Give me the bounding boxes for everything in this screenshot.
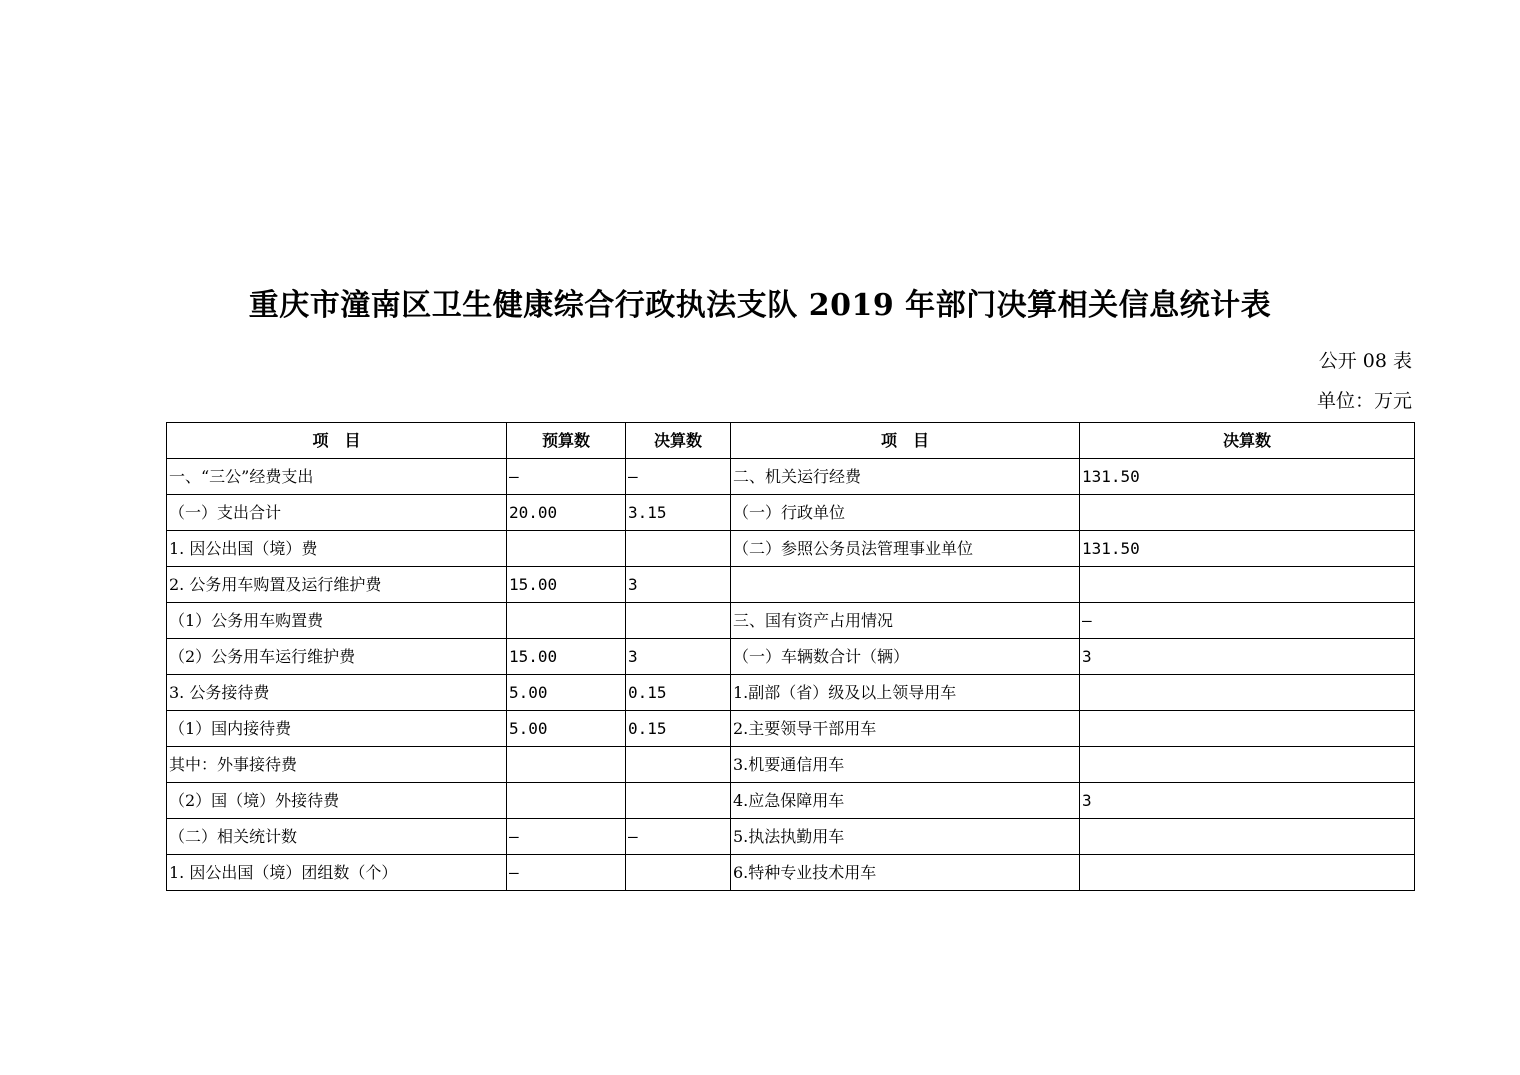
row-item: （1）公务用车购置费 [167,603,507,639]
row-final-right [1080,675,1415,711]
table-row [167,567,1415,603]
row-item: 其中：外事接待费 [167,747,507,783]
table-row [167,495,1415,531]
table-row [167,531,1415,567]
row-final [626,783,731,819]
row-item: （1）国内接待费 [167,711,507,747]
row-item-right: 4.应急保障用车 [731,783,1080,819]
row-final-right [1080,747,1415,783]
row-budget: 15.00 [507,639,626,675]
row-final-right: 3 [1080,639,1415,675]
row-item: 3. 公务接待费 [167,675,507,711]
page-title: 重庆市潼南区卫生健康综合行政执法支队 2019 年部门决算相关信息统计表 [248,288,1272,323]
row-item: （二）相关统计数 [167,819,507,855]
header-budget: 预算数 [507,423,626,459]
row-item: （2）国（境）外接待费 [167,783,507,819]
form-code: 公开 08 表 [1318,350,1412,372]
row-final-right: — [1080,603,1415,639]
row-final-right [1080,495,1415,531]
row-final [626,747,731,783]
row-final-right [1080,711,1415,747]
row-final [626,603,731,639]
table-row [167,459,1415,495]
row-item: 2. 公务用车购置及运行维护费 [167,567,507,603]
row-final-right: 131.50 [1080,459,1415,495]
table-row [167,711,1415,747]
row-budget [507,747,626,783]
row-item-right: 1.副部（省）级及以上领导用车 [731,675,1080,711]
table-header-row [167,423,1415,459]
row-item: 1. 因公出国（境）费 [167,531,507,567]
row-final: 0.15 [626,711,731,747]
row-final [626,855,731,891]
row-item-right: 3.机要通信用车 [731,747,1080,783]
table-row [167,603,1415,639]
row-item-right [731,567,1080,603]
row-final: 3 [626,567,731,603]
row-budget: — [507,819,626,855]
row-item-right: 6.特种专业技术用车 [731,855,1080,891]
header-final-right: 决算数 [1080,423,1415,459]
row-item: 1. 因公出国（境）团组数（个） [167,855,507,891]
table-row [167,783,1415,819]
row-final-right [1080,567,1415,603]
row-final-right [1080,819,1415,855]
row-final [626,531,731,567]
row-item-right: 2.主要领导干部用车 [731,711,1080,747]
row-budget [507,783,626,819]
row-final: — [626,819,731,855]
row-final-right [1080,855,1415,891]
row-final: 3.15 [626,495,731,531]
table-row [167,819,1415,855]
table-row [167,639,1415,675]
row-budget: 5.00 [507,675,626,711]
row-budget: 5.00 [507,711,626,747]
row-budget: — [507,855,626,891]
row-final: — [626,459,731,495]
row-item-right: 二、机关运行经费 [731,459,1080,495]
row-final: 0.15 [626,675,731,711]
table-row [167,675,1415,711]
row-item-right: 三、国有资产占用情况 [731,603,1080,639]
row-budget: — [507,459,626,495]
row-item-right: （一）车辆数合计（辆） [731,639,1080,675]
row-budget [507,603,626,639]
header-final: 决算数 [626,423,731,459]
row-budget [507,531,626,567]
row-item-right: （二）参照公务员法管理事业单位 [731,531,1080,567]
statistics-table [166,422,1415,891]
table-row [167,855,1415,891]
row-item-right: 5.执法执勤用车 [731,819,1080,855]
row-final-right: 3 [1080,783,1415,819]
row-budget: 20.00 [507,495,626,531]
row-item-right: （一）行政单位 [731,495,1080,531]
header-item: 项 目 [167,423,507,459]
header-item-right: 项 目 [731,423,1080,459]
table-row [167,747,1415,783]
row-final-right: 131.50 [1080,531,1415,567]
unit-label: 单位：万元 [1316,390,1412,412]
row-item: （2）公务用车运行维护费 [167,639,507,675]
row-budget: 15.00 [507,567,626,603]
row-item: 一、“三公”经费支出 [167,459,507,495]
row-item: （一）支出合计 [167,495,507,531]
row-final: 3 [626,639,731,675]
